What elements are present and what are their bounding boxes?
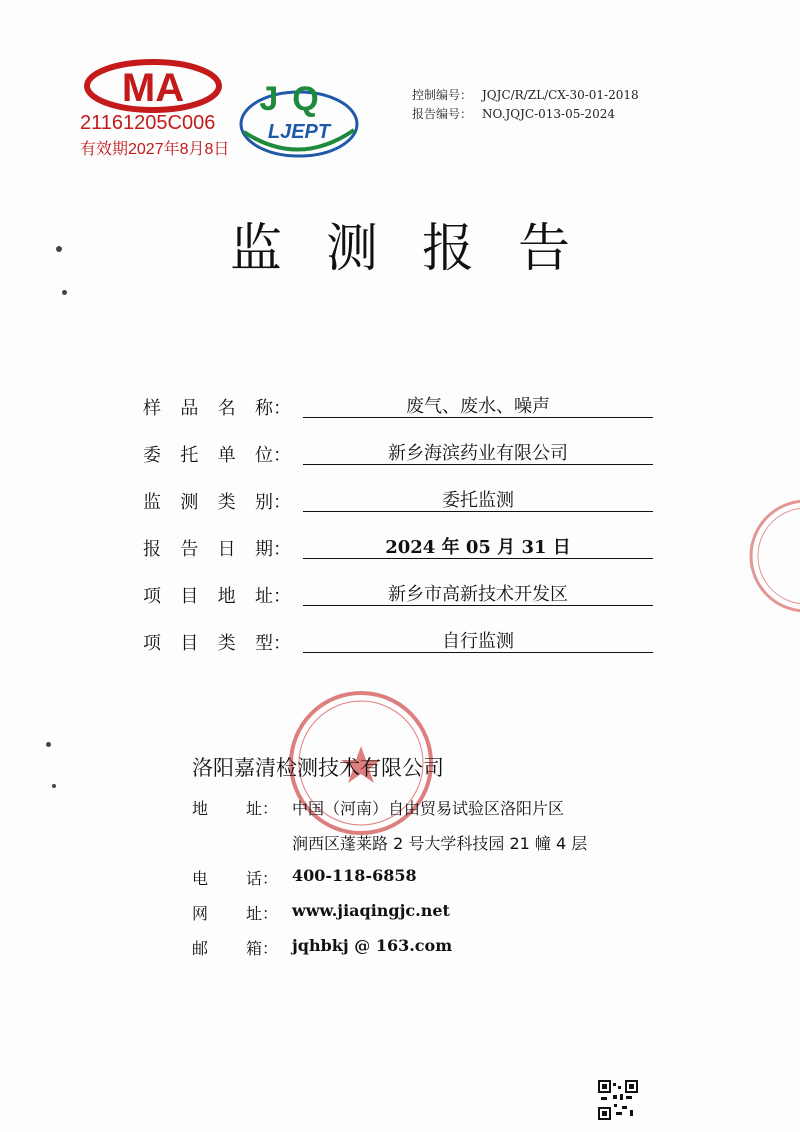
phone-number: 400-118-6858 [292,866,417,885]
field-project-type [143,625,663,672]
field-value: 新乡海滨药业有限公司 [388,443,568,464]
field-client [143,437,663,484]
field-value: 2024 年 05 月 31 日 [385,537,571,558]
control-number-label: 控制编号： [412,88,473,102]
field-monitor-type [143,484,663,531]
field-underline [303,511,653,512]
jq-logo-text: JQ [259,80,333,118]
report-cover: MA 21161205C006 有效期2027年8月8日 JQ LJEPT 控制编号： JQJC/R/ZL/CX-30-01-2018 报告编号： NO.JQJC-013-05-2024 监测报告 样 品 名 称： 废气、废水、噪声 委 托 单 位： 新乡海滨药业有限公司 监 测 类 别： 委托监测 报 告 日 期： 2024 年 05 月 31 日 项 目 地 址： 新乡市高新技术开发区 项 目 类 型： 自行监测 洛阳嘉清检测技术有限公司 地 址： 中国（河南）自由贸易试验区洛阳片区 涧西区蓬莱路 2 号大学科技园 21 幢 4 层 电 话： 400-118-6858 网 址： www.jiaqingjc.net 邮 箱： jqhbkj @ 163.com [0,0,800,1132]
field-value: 自行监测 [442,631,514,652]
field-value: 新乡市高新技术开发区 [388,584,568,605]
scan-speck [56,246,62,252]
cma-code: 21161205C006 [80,112,216,134]
scan-speck [46,742,51,747]
jq-logo [234,72,364,164]
report-number-row [412,105,639,124]
website-url[interactable]: www.jiaqingjc.net [292,901,450,920]
control-number: JQJC/R/ZL/CX-30-01-2018 [482,88,639,102]
report-fields [143,390,663,672]
company-name: 洛阳嘉清检测技术有限公司 [192,756,444,780]
field-project-address [143,578,663,625]
field-report-date [143,531,663,578]
field-value: 委托监测 [442,490,514,511]
field-underline [303,558,653,559]
field-label: 委 托 单 位： [143,445,291,466]
report-number-label: 报告编号： [412,107,473,121]
field-underline [303,464,653,465]
qr-code-icon[interactable] [598,1080,638,1120]
field-label: 报 告 日 期： [143,539,291,560]
field-underline [303,417,653,418]
address-line-1: 中国（河南）自由贸易试验区洛阳片区 [292,799,565,818]
edge-seal-stamp [736,496,800,616]
field-value: 废气、废水、噪声 [406,396,550,417]
field-label: 项 目 类 型： [143,633,291,654]
cma-logo-text: MA [121,66,185,110]
field-underline [303,605,653,606]
report-meta [412,86,639,124]
field-sample-name [143,390,663,437]
jq-logo-sub: LJEPT [267,121,331,143]
scan-speck [62,290,67,295]
report-number: NO.JQJC-013-05-2024 [482,107,615,121]
control-number-row [412,86,639,105]
cma-validity: 有效期2027年8月8日 [80,141,230,158]
field-label: 项 目 地 址： [143,586,291,607]
field-label: 监 测 类 别： [143,492,291,513]
report-title: 监测报告 [229,219,614,279]
scan-speck [52,784,56,788]
field-label: 样 品 名 称： [143,398,291,419]
address-line-2: 涧西区蓬莱路 2 号大学科技园 21 幢 4 层 [292,834,588,853]
email-address[interactable]: jqhbkj @ 163.com [292,936,453,955]
field-underline [303,652,653,653]
